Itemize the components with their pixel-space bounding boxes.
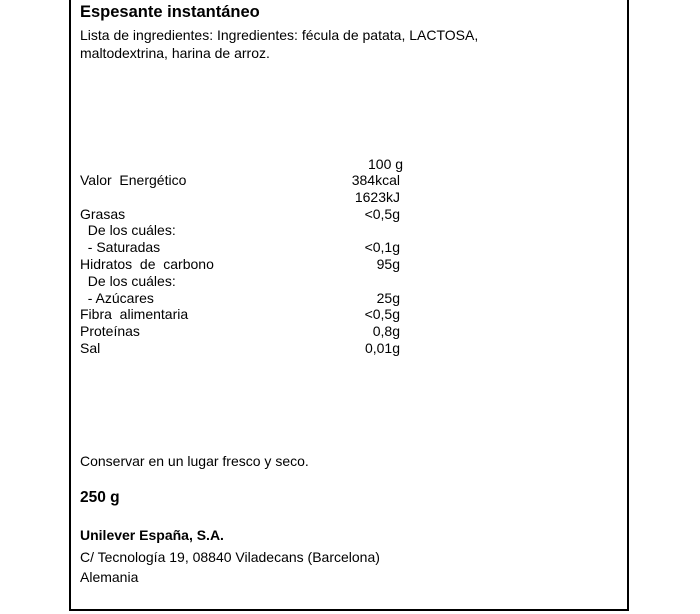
nutrition-label: Valor Energético bbox=[80, 172, 187, 188]
nutrition-label: De los cuáles: bbox=[80, 222, 176, 239]
nutrition-row bbox=[80, 172, 420, 189]
nutrition-row bbox=[80, 306, 420, 323]
nutrition-row bbox=[80, 206, 420, 223]
nutrition-label: De los cuáles: bbox=[80, 272, 176, 289]
net-weight: 250 g bbox=[80, 489, 120, 506]
nutrition-value: 384kcal bbox=[351, 172, 400, 188]
nutrition-label: - Azúcares bbox=[80, 289, 154, 306]
company-country: Alemania bbox=[80, 569, 139, 585]
nutrition-header: 100 g bbox=[368, 156, 404, 172]
nutrition-label: Grasas bbox=[80, 205, 126, 222]
nutrition-label: Hidratos de carbono bbox=[80, 256, 214, 272]
nutrition-value: 0,01g bbox=[364, 340, 400, 356]
nutrition-value: 1623kJ bbox=[354, 188, 400, 205]
nutrition-row bbox=[80, 239, 420, 256]
company-name: Unilever España, S.A. bbox=[80, 527, 224, 543]
nutrition-value: 0,8g bbox=[372, 323, 400, 340]
nutrition-value: <0,5g bbox=[364, 205, 400, 222]
nutrition-row bbox=[80, 189, 420, 206]
nutrition-label: Proteínas bbox=[80, 323, 140, 340]
nutrition-row bbox=[80, 340, 420, 357]
nutrition-value: <0,5g bbox=[364, 306, 400, 323]
nutrition-value: <0,1g bbox=[364, 239, 400, 256]
storage-instructions: Conservar en un lugar fresco y seco. bbox=[80, 453, 309, 469]
nutrition-row bbox=[80, 222, 420, 239]
nutrition-row bbox=[80, 256, 420, 273]
nutrition-label: Sal bbox=[80, 340, 101, 356]
nutrition-row bbox=[80, 290, 420, 307]
nutrition-label: - Saturadas bbox=[80, 239, 161, 256]
nutrition-value: 25g bbox=[376, 289, 400, 306]
nutrition-value: 95g bbox=[376, 256, 400, 272]
nutrition-row bbox=[80, 273, 420, 290]
ingredients-list: Lista de ingredientes: Ingredientes: fécula de patata, LACTOSA, maltodextrina, harina de arroz. bbox=[80, 27, 479, 61]
company-address: C/ Tecnología 19, 08840 Viladecans (Barcelona) bbox=[80, 549, 380, 565]
product-title: Espesante instantáneo bbox=[80, 3, 260, 21]
nutrition-label: Fibra alimentaria bbox=[80, 306, 189, 323]
nutrition-row bbox=[80, 323, 420, 340]
